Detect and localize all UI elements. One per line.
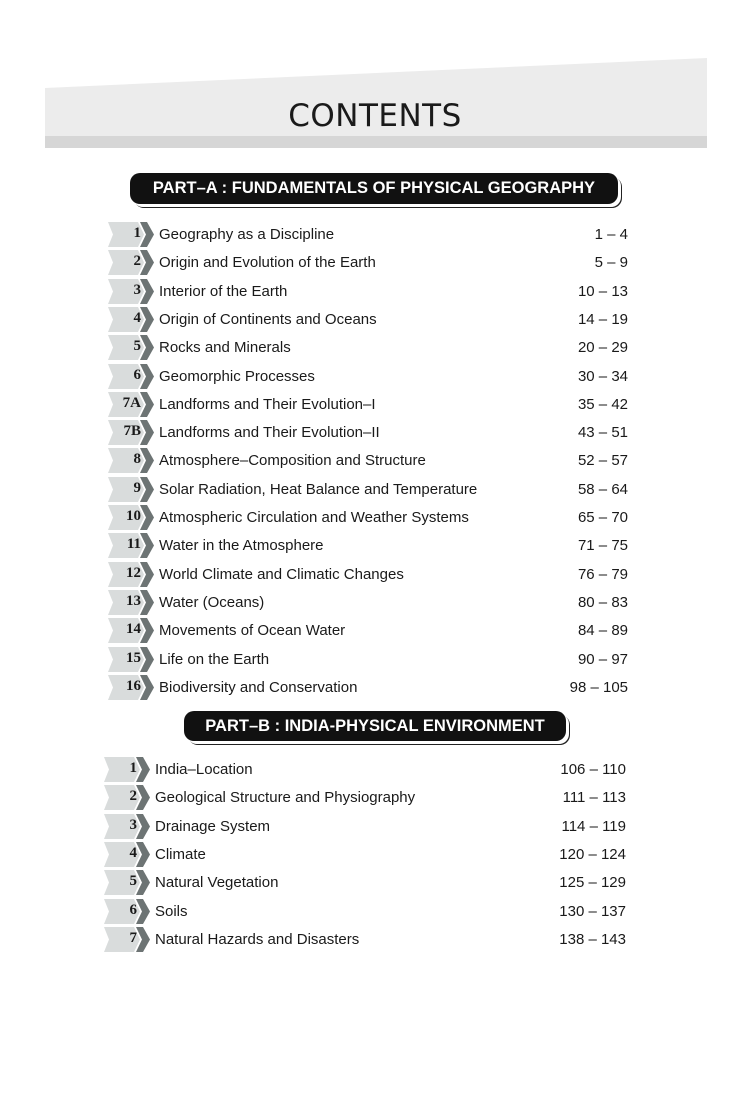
chapter-number-badge: [108, 307, 154, 332]
chapter-title: Geological Structure and Physiography: [155, 789, 416, 807]
chapter-row[interactable]: [108, 307, 628, 333]
chapter-row[interactable]: [108, 590, 628, 616]
chapter-row[interactable]: [108, 675, 628, 701]
chapter-number: 2: [129, 788, 137, 805]
chapter-pages: 58 – 64: [577, 480, 628, 498]
chapter-number-badge: [108, 448, 154, 473]
chapter-number-badge: [108, 335, 154, 360]
chapter-pages: 90 – 97: [577, 650, 628, 668]
chapter-number-badge: [104, 757, 150, 782]
chapter-pages: 35 – 42: [577, 395, 628, 413]
chapter-pages: 71 – 75: [577, 537, 628, 555]
chapter-number: 5: [129, 873, 137, 890]
chapter-title: Natural Hazards and Disasters: [155, 930, 360, 948]
chapter-title: Atmosphere–Composition and Structure: [159, 452, 426, 470]
chapter-pages: 80 – 83: [577, 593, 628, 611]
page-title: CONTENTS: [288, 98, 462, 134]
chapter-number: 13: [126, 592, 141, 609]
chapter-row[interactable]: [108, 618, 628, 644]
chapter-number-badge: [104, 785, 150, 810]
chapter-pages: 5 – 9: [594, 254, 628, 272]
chapter-pages: 106 – 110: [560, 761, 626, 778]
chapter-pages: 114 – 119: [561, 817, 626, 835]
chapter-pages: 52 – 57: [577, 452, 628, 470]
chapter-row[interactable]: [104, 842, 626, 868]
chapter-number-badge: [108, 505, 154, 530]
chapter-number: 9: [133, 479, 141, 496]
chapter-row[interactable]: [108, 448, 628, 474]
chapter-title: Landforms and Their Evolution–I: [159, 395, 376, 413]
chapter-title: India–Location: [155, 761, 253, 778]
chapter-number-badge: [108, 590, 154, 615]
chapter-title: Geomorphic Processes: [159, 367, 315, 385]
chapter-row[interactable]: [108, 279, 628, 305]
chapter-number-badge: [108, 392, 154, 417]
chapter-number-badge: [104, 870, 150, 895]
chapter-title: Interior of the Earth: [159, 282, 288, 300]
chapter-title: Solar Radiation, Heat Balance and Temperature: [159, 480, 478, 498]
chapter-pages: 14 – 19: [577, 310, 628, 328]
chapter-row[interactable]: [108, 477, 628, 503]
chapter-number-badge: [104, 842, 150, 867]
chapter-number: 11: [126, 536, 141, 553]
chapter-number-badge: [108, 364, 154, 389]
chapter-number: 12: [126, 564, 141, 581]
chapter-row[interactable]: [108, 420, 628, 446]
chapter-title: Landforms and Their Evolution–II: [159, 424, 380, 442]
chapter-row[interactable]: [104, 757, 626, 783]
chapter-title: Drainage System: [155, 817, 271, 835]
chapter-title: World Climate and Climatic Changes: [159, 565, 404, 583]
chapter-number: 7A: [122, 394, 141, 411]
chapter-row[interactable]: [104, 870, 626, 896]
chapter-number: 15: [126, 649, 141, 666]
chapter-title: Natural Vegetation: [155, 874, 279, 892]
chapter-pages: 10 – 13: [577, 282, 628, 300]
chapter-number-badge: [108, 250, 154, 275]
chapter-number: 3: [129, 816, 137, 833]
chapter-number: 5: [133, 338, 141, 355]
chapter-number: 2: [133, 253, 141, 270]
chapter-title: Biodiversity and Conservation: [159, 678, 358, 696]
chapter-number-badge: [108, 562, 154, 587]
chapter-row[interactable]: [108, 505, 628, 531]
chapter-title: Climate: [155, 845, 206, 863]
chapter-number: 10: [126, 508, 141, 524]
chapter-row[interactable]: [108, 250, 628, 276]
chapter-number: 4: [133, 309, 141, 326]
chapter-row[interactable]: [108, 335, 628, 361]
chapter-number-badge: [108, 279, 154, 304]
chapter-pages: 111 – 113: [562, 789, 626, 807]
part-a-heading: PART–A : FUNDAMENTALS OF PHYSICAL GEOGRAPHY: [130, 173, 618, 204]
chapter-number-badge: [104, 899, 150, 924]
chapter-title: Soils: [155, 902, 188, 920]
chapter-number-badge: [108, 420, 154, 445]
chapter-row[interactable]: [108, 647, 628, 673]
chapter-number: 7: [129, 929, 137, 946]
chapter-pages: 30 – 34: [577, 367, 628, 385]
chapter-number: 7B: [123, 423, 141, 440]
chapter-number: 16: [126, 677, 141, 694]
chapter-row[interactable]: [108, 392, 628, 418]
chapter-number: 6: [133, 366, 141, 383]
chapter-title: Water (Oceans): [159, 593, 265, 611]
chapter-number-badge: [108, 647, 154, 672]
chapter-number: 6: [129, 901, 137, 918]
chapter-title: Origin and Evolution of the Earth: [159, 254, 376, 272]
chapter-row[interactable]: [108, 533, 628, 559]
chapter-row[interactable]: [108, 364, 628, 390]
chapter-number: 1: [133, 225, 141, 241]
chapter-title: Life on the Earth: [159, 650, 270, 668]
chapter-number: 8: [133, 451, 141, 468]
chapter-pages: 130 – 137: [559, 902, 626, 920]
chapter-row[interactable]: [104, 899, 626, 925]
chapter-number-badge: [108, 222, 154, 247]
chapter-row[interactable]: [104, 814, 626, 840]
chapter-title: Movements of Ocean Water: [159, 622, 346, 640]
chapter-title: Origin of Continents and Oceans: [159, 310, 377, 328]
chapter-pages: 98 – 105: [569, 678, 628, 696]
chapter-row[interactable]: [108, 562, 628, 588]
chapter-pages: 43 – 51: [577, 424, 628, 442]
chapter-title: Atmospheric Circulation and Weather Systems: [159, 509, 469, 526]
chapter-row[interactable]: [108, 222, 628, 248]
chapter-pages: 138 – 143: [559, 930, 626, 948]
chapter-number-badge: [104, 814, 150, 839]
chapter-pages: 65 – 70: [577, 509, 628, 526]
chapter-number-badge: [108, 675, 154, 700]
chapter-pages: 120 – 124: [559, 845, 626, 863]
part-b-heading: PART–B : INDIA-PHYSICAL ENVIRONMENT: [184, 711, 566, 741]
chapter-number: 1: [129, 760, 137, 776]
chapter-number-badge: [108, 618, 154, 643]
chapter-pages: 76 – 79: [577, 565, 628, 583]
chapter-pages: 1 – 4: [594, 226, 628, 243]
chapter-number-badge: [108, 477, 154, 502]
chapter-number-badge: [104, 927, 150, 952]
chapter-number-badge: [108, 533, 154, 558]
chapter-row[interactable]: [104, 927, 626, 953]
chapter-row[interactable]: [104, 785, 626, 811]
chapter-pages: 84 – 89: [577, 622, 628, 640]
chapter-number: 3: [133, 281, 141, 298]
chapter-pages: 20 – 29: [577, 339, 628, 357]
chapter-pages: 125 – 129: [559, 874, 626, 892]
chapter-title: Geography as a Discipline: [159, 226, 335, 243]
chapter-title: Rocks and Minerals: [159, 339, 291, 357]
chapter-number: 4: [129, 844, 137, 861]
chapter-title: Water in the Atmosphere: [159, 537, 324, 555]
chapter-number: 14: [126, 621, 141, 638]
